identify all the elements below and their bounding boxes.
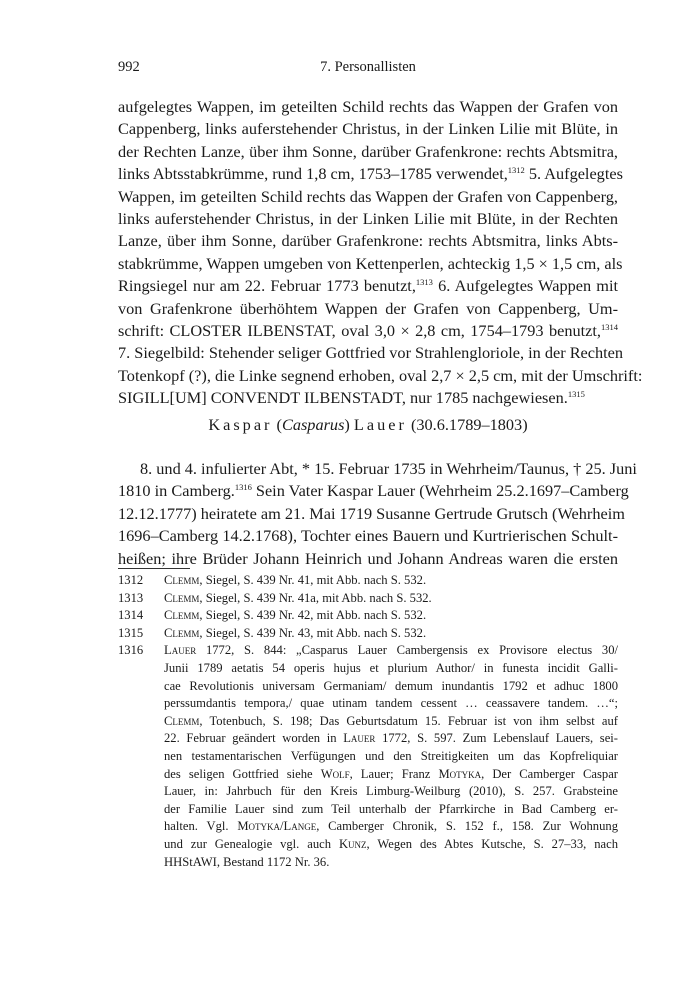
footnote-line [164, 642, 618, 660]
footnote-line: Lauer, in: Jahrbuch für den Kreis Limburg-Weilburg (2010), S. 257. Grabsteine [164, 784, 618, 799]
footnote-text [164, 625, 618, 643]
text-line: der Rechten Lanze, über ihm Sonne, darüber Grafenkrone: rechts Abtsmitra, [118, 141, 618, 161]
footnote-line: perssumdantis tempora,/ quae utinam tandem cessent … ceassavere tandem. …“; [164, 696, 618, 711]
seal-description-paragraph [118, 96, 643, 410]
text-line [118, 320, 618, 342]
text-line: links auferstehender Christus, in der Linken Lilie mit Blüte, in der Rechten [118, 209, 618, 229]
text-segment: schrift: CLOSTER ILBENSTAT, oval 3,0 × 2,8 cm, 1754–1793 benutzt, [118, 321, 601, 341]
footnote-line: HHStAWI, Bestand 1172 Nr. 36. [164, 854, 330, 869]
text-segment: , Wegen des Abtes Kutsche, S. 27–33, nach [366, 836, 618, 851]
text-segment: , Lauer; Franz [349, 766, 439, 781]
text-segment: 5. Aufgelegtes [524, 164, 623, 184]
text-segment: links Abtsstabkrümme, rund 1,8 cm, 1753–1785 verwendet, [118, 164, 508, 184]
text-segment: des seligen Gottfried siehe [164, 766, 321, 781]
text-segment: , Camberger Chronik, S. 152 f., 158. Zur Wohnung [316, 819, 618, 834]
footnote-text [164, 607, 618, 625]
text-segment: SIGILL[UM] CONVENDT ILBENSTADT, nur 1785 nachgewiesen. [118, 388, 568, 408]
text-segment: , Siegel, S. 439 Nr. 43, mit Abb. nach S. 532. [199, 625, 427, 640]
author-name: Clemm [164, 573, 200, 587]
text-line: 12.12.1777) heiratete am 21. Mai 1719 Susanne Gertrude Grutsch (Wehrheim [118, 503, 625, 523]
author-name: Clemm [164, 590, 200, 605]
author-name: Clemm [164, 608, 200, 623]
footnote-line [164, 836, 618, 854]
text-line: Cappenberg, links auferstehender Christus, in der Linken Lilie mit Blüte, in [118, 119, 618, 139]
text-line: Wappen, im geteilten Schild rechts das Wappen der Grafen von Cappenberg, [118, 186, 618, 206]
text-line: heißen; ihre Brüder Johann Heinrich und Johann Andreas waren die ersten [118, 548, 618, 568]
footnote-number: 1315 [118, 625, 144, 640]
footnote-text [164, 590, 618, 608]
footnote-line: Junii 1789 aetatis 54 operis hujus et plurium Author/ in funesta incidit Galli- [164, 660, 618, 675]
footnote-number: 1316 [118, 643, 144, 658]
footnote-line [164, 730, 618, 748]
text-segment: 22. Februar geändert worden in [164, 731, 344, 746]
text-line [118, 275, 618, 297]
text-segment: 1810 in Camberg. [118, 481, 235, 501]
footnote-line: cae Revolutionis universam Germaniam/ demum inundantis 1792 et adhuc 1800 [164, 678, 618, 693]
text-segment: und zur Genealogie vgl. auch [164, 836, 339, 851]
text-line [118, 480, 629, 502]
footnote-1316 [118, 642, 618, 871]
footnote-1313 [118, 590, 618, 608]
author-name: Kunz [338, 836, 367, 851]
footnote-number: 1313 [118, 590, 144, 605]
footnote-ref-1312[interactable]: 1312 [507, 165, 525, 176]
abbot-surname: Lauer [353, 415, 407, 434]
footnote-number: 1312 [118, 573, 144, 587]
author-name: Motyka/Lange [237, 819, 317, 834]
page-header [118, 59, 618, 81]
text-line: aufgelegtes Wappen, im geteilten Schild rechts das Wappen der Grafen von [118, 97, 618, 116]
running-head: 7. Personallisten [320, 59, 416, 75]
text-line: 8. und 4. infulierter Abt, * 15. Februar 1735 in Wehrheim/Taunus, † 25. Juni [140, 459, 637, 478]
text-line: von Grafenkrone überhöhtem Wappen der Grafen von Cappenberg, Um- [118, 298, 618, 318]
footnote-line [164, 818, 618, 836]
text-segment: , Siegel, S. 439 Nr. 41a, mit Abb. nach S. 532. [199, 590, 432, 605]
abbot-dates: (30.6.1789–1803) [410, 415, 528, 434]
text-line: Lanze, über ihm Sonne, darüber Grafenkrone: rechts Abtsmitra, links Abts- [118, 231, 618, 251]
text-segment: 1772, S. 844: „Casparus Lauer Cambergensis ex Provisore electus 30/ [196, 643, 618, 658]
footnotes [118, 572, 618, 871]
text-line: 7. Siegelbild: Stehender seliger Gottfried vor Strahlengloriole, in der Rechten [118, 343, 624, 363]
footnote-ref-1313[interactable]: 1313 [415, 277, 433, 288]
footnote-number: 1314 [118, 608, 144, 623]
author-name: Lauer [164, 643, 197, 658]
author-name: Clemm [164, 713, 200, 728]
text-line: Totenkopf (?), die Linke segnend erhoben, oval 2,7 × 2,5 cm, mit der Umschrift: [118, 365, 643, 385]
footnote-ref-1314[interactable]: 1314 [601, 322, 618, 333]
text-line [118, 387, 618, 409]
footnote-1312 [118, 572, 618, 590]
footnote-line [164, 766, 618, 784]
footnote-ref-1316[interactable]: 1316 [234, 482, 252, 493]
text-segment: , Siegel, S. 439 Nr. 41, mit Abb. nach S. 532. [199, 573, 427, 587]
text-line: 1696–Camberg 14.2.1768), Tochter eines Bauern und Kurtrierischen Schult- [118, 526, 618, 546]
footnote-line: nen testamentarischen Verfügungen und den Streitigkeiten um das Kopfreliquiar [164, 748, 618, 763]
footnote-1314 [118, 607, 618, 625]
text-segment: , Der Camberger Caspar [481, 766, 619, 781]
author-name: Lauer [343, 731, 376, 746]
abbot-entry-heading: Kaspar (Casparus) Lauer (30.6.1789–1803) [208, 415, 528, 434]
text-segment: Sein Vater Kaspar Lauer (Wehrheim 25.2.1697–Camberg [251, 481, 629, 501]
footnote-line [164, 713, 618, 731]
text-segment: Ringsiegel nur am 22. Februar 1773 benutzt, [118, 276, 416, 296]
author-name: Clemm [164, 625, 200, 640]
biography-paragraph [118, 458, 637, 570]
text-segment: , Siegel, S. 439 Nr. 42, mit Abb. nach S. 532. [199, 608, 427, 623]
text-line: stabkrümme, Wappen umgeben von Kettenperlen, achteckig 1,5 × 1,5 cm, als [118, 253, 623, 273]
text-segment: halten. Vgl. [164, 819, 238, 834]
page-number: 992 [118, 59, 140, 75]
author-name: Wolf [320, 766, 350, 781]
text-segment: 1772, S. 597. Zum Lebenslauf Lauers, sei- [375, 731, 618, 746]
footnote-text [164, 642, 618, 871]
footnote-1315 [118, 625, 618, 643]
footnote-ref-1315[interactable]: 1315 [567, 389, 585, 400]
abbot-latin-name: Casparus [281, 415, 345, 434]
text-segment: , Totenbuch, S. 198; Das Geburtsdatum 15. Februar ist von ihm selbst auf [199, 713, 618, 728]
footnote-line: der Familie Lauer sind zum Teil unterhalb der Pfarrkirche in Bad Camberg er- [164, 801, 618, 816]
text-line [118, 163, 623, 185]
footnote-separator [118, 568, 190, 569]
author-name: Motyka [438, 766, 482, 781]
footnote-text [164, 572, 618, 590]
abbot-first-name: Kaspar [208, 415, 273, 434]
text-segment: 6. Aufgelegtes Wappen mit [432, 276, 618, 296]
